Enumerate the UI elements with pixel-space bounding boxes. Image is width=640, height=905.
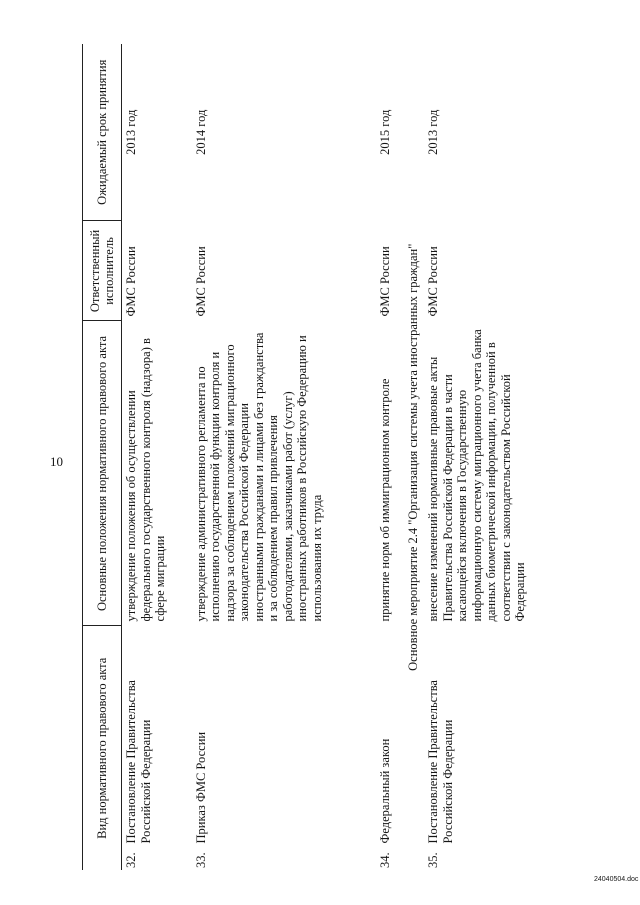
table-row: [376, 44, 402, 870]
table-row: [192, 44, 376, 870]
act-responsible: ФМС России: [193, 246, 208, 317]
act-provisions: внесение изменений нормативные правовые акты Правительства Российской Федерации в части касающейся включения в Государственную информационную систему миграционного учета банка данных биометрической информации, полученной в соответствии с законодательством Российской Федерации: [426, 329, 527, 622]
document-code: 24040504.doc: [594, 876, 639, 883]
table-header-row: [83, 44, 122, 870]
section-row: [402, 44, 425, 870]
act-term: 2015 год: [377, 109, 392, 155]
header-provisions: Основные положения нормативного правового акта: [83, 321, 122, 626]
rotated-page: [82, 44, 527, 870]
act-responsible: ФМС России: [426, 246, 440, 317]
row-number: 32.: [124, 852, 138, 868]
act-responsible: ФМС России: [377, 246, 392, 317]
act-type: Федеральный закон: [377, 738, 392, 844]
row-number: 35.: [426, 852, 440, 868]
page-number: 10: [50, 454, 63, 469]
act-responsible: ФМС России: [124, 246, 138, 317]
row-number: 33.: [193, 852, 208, 868]
act-type: Приказ ФМС России: [193, 731, 208, 844]
normative-acts-table: [82, 44, 558, 871]
act-provisions: утверждение положения об осуществлении федерального государственного контроля (надзора) в сфере миграции: [124, 338, 167, 622]
act-provisions: утверждение административного регламента по исполнению государственной функции контроля и надзора за соблюдением положений миграционного законодательства Российской Федерации иностранными гражданами и лицами без гражданства и за соблюдением правил привлечения работодателями, заказчиками работ (услуг) иностранных работников в Российскую Федерацию и использования их труда: [193, 332, 324, 622]
header-type: Вид нормативного правового акта: [83, 626, 122, 870]
act-provisions: принятие норм об иммиграционном контроле: [377, 378, 392, 622]
row-number: 34.: [377, 852, 392, 868]
act-term: 2013 год: [124, 109, 138, 155]
act-type: Постановление Правительства Российской Федерации: [426, 680, 455, 844]
act-term: 2014 год: [193, 109, 208, 155]
header-term: Ожидаемый срок принятия: [83, 44, 122, 221]
act-term: 2013 год: [426, 109, 440, 155]
header-responsible: Ответственный исполнитель: [83, 221, 122, 321]
act-type: Постановление Правительства Российской Федерации: [124, 680, 153, 844]
section-title: Основное мероприятие 2.4 "Организация системы учета иностранных граждан": [405, 243, 420, 671]
table-row: [424, 44, 558, 870]
table-row: [122, 44, 192, 870]
